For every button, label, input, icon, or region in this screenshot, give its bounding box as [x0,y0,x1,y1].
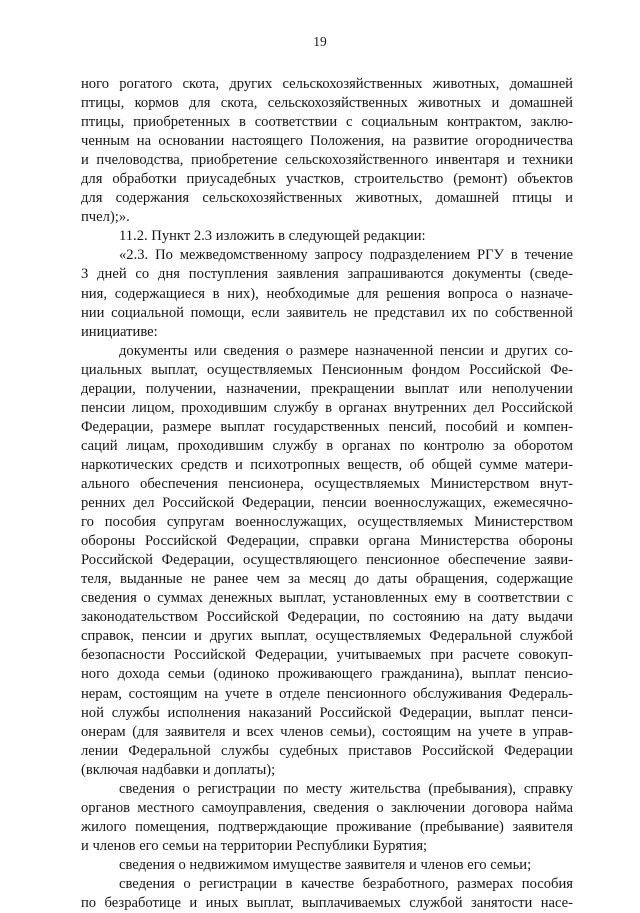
text-line: нерам, состоящим на учете в отделе пенсионного обслуживания Федераль- [81,685,573,702]
text-line: птицы, кормов для скота, сельскохозяйственных животных и домашней [81,95,573,112]
text-line: «2.3. По межведомственному запросу подразделением РГУ в течение [119,247,573,264]
text-line: сведения о недвижимом имуществе заявителя и членов его семьи; [119,856,532,873]
text-line: для содержания сельскохозяйственных животных, домашней птицы и [81,190,573,207]
text-line: ального обеспечения пенсионера, осуществляемых Министерством внут- [81,475,573,492]
text-line: (включая надбавки и доплаты); [81,761,276,778]
text-line: ния, содержащиеся в них), необходимые для решения вопроса о назначе- [81,285,573,302]
text-line: инициативе: [81,323,158,340]
text-line: сведения о регистрации в качестве безработного, размерах пособия [119,875,573,892]
text-line: пенсии лицом, проходившим службу в органах внутренних дел Российской [81,399,573,416]
text-line: и пчеловодства, приобретение сельскохозяйственного инвентаря и техники [81,152,573,169]
text-line: ного рогатого скота, других сельскохозяйственных животных, домашней [81,76,573,92]
text-line: документы или сведения о размере назначенной пенсии и других со- [119,342,573,359]
text-line: органов местного самоуправления, сведения о заключении договора найма [81,799,573,816]
text-line: и членов его семьи на территории Республики Бурятия; [81,837,428,854]
text-line: Российской Федерации, осуществляющего пенсионное обеспечение заяви- [81,552,573,569]
text-line: Федерации, размере выплат государственных пенсий, пособий и компен- [81,418,573,435]
text-line: ренних дел Российской Федерации, пенсии военнослужащих, ежемесячно- [81,495,573,512]
text-line: сведения о суммах денежных выплат, установленных ему в соответствии с [81,590,573,607]
text-line: 11.2. Пункт 2.3 изложить в следующей редакции: [119,228,426,245]
text-line: справок, пенсии и других выплат, осуществляемых Федеральной службой [81,628,573,645]
text-line: жилого помещения, подтверждающие проживание (пребывание) заявителя [81,818,573,835]
text-line: обороны Российской Федерации, справки органа Министерства обороны [81,533,573,550]
text-line: для обработки приусадебных участков, строительство (ремонт) объектов [81,171,573,188]
text-line: саций лицам, проходившим службу в органах по контролю за оборотом [81,437,573,454]
text-line: по безработице и иных выплат, выплачиваемых службой занятости насе- [81,895,573,912]
text-line: ного дохода семьи (одиноко проживающего гражданина), выплат пенсио- [81,666,573,683]
text-line: ченным на основании настоящего Положения, на развитие огородничества [81,133,573,150]
text-line: лении Федеральной службы судебных приставов Российской Федерации [81,742,573,759]
text-line: законодательством Российской Федерации, по состоянию на дату выдачи [81,609,573,626]
text-line: ной службы исполнения наказаний Российской Федерации, выплат пенси- [81,704,573,721]
text-line: птицы, приобретенных в соответствии с социальным контрактом, заклю- [81,114,573,131]
text-line: 3 дней со дня поступления заявления запрашиваются документы (сведе- [81,266,573,283]
text-line: теля, выданные не ранее чем за месяц до даты обращения, содержащие [81,571,573,588]
text-line: пчел);». [81,209,130,226]
page-number: 19 [313,34,327,49]
text-line: дерации, получении, назначении, прекращении выплат или неполучении [81,380,573,397]
text-line: онерам (для заявителя и всех членов семьи), состоящим на учете в управ- [81,723,573,740]
text-line: циальных выплат, осуществляемых Пенсионным фондом Российской Фе- [81,361,573,378]
text-line: наркотических средств и психотропных веществ, об общей сумме матери- [81,456,573,473]
text-line: го пособия супругам военнослужащих, осуществляемых Министерством [81,514,573,531]
text-line: сведения о регистрации по месту жительства (пребывания), справку [119,780,573,797]
body-text [81,75,573,913]
text-line: нии социальной помощи, если заявитель не представил их по собственной [81,304,573,321]
text-line: безопасности Российской Федерации, учитываемых при расчете совокуп- [81,647,573,664]
